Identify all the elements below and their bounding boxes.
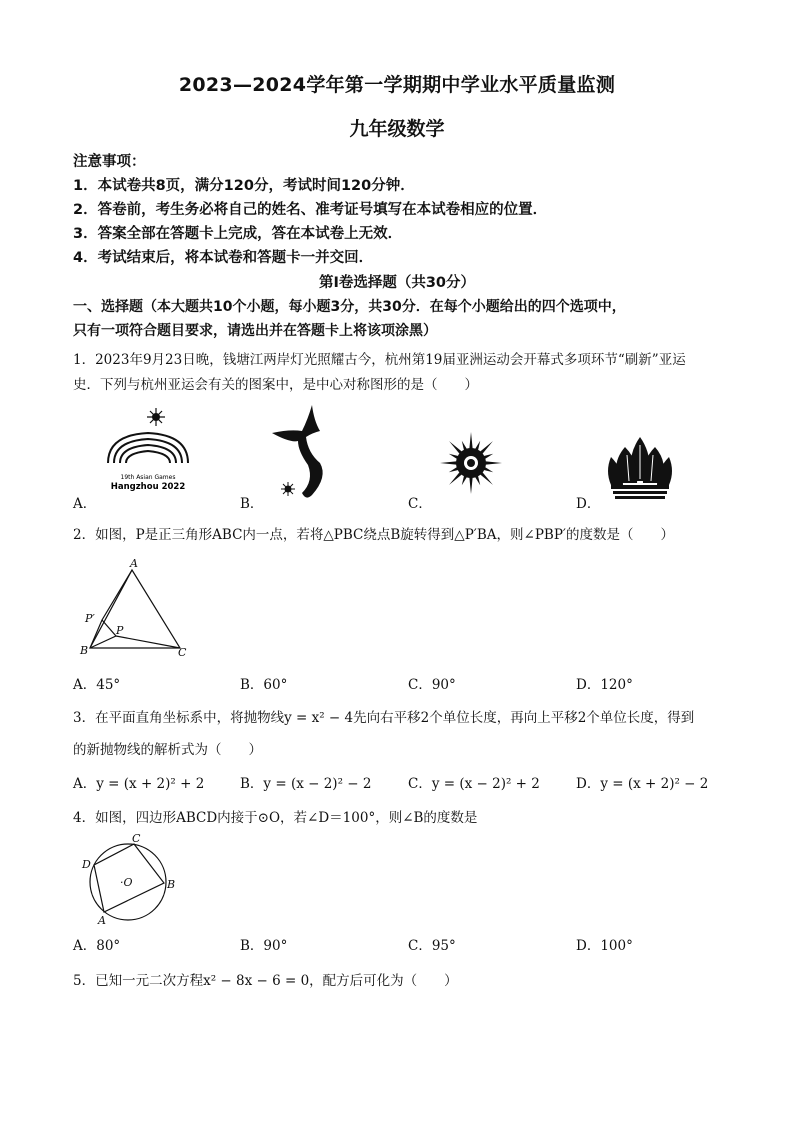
center-label-o: ·O — [120, 876, 133, 889]
logo-caption-line1: 19th Asian Games — [120, 474, 176, 481]
question-1-option-b[interactable]: B． — [240, 496, 264, 512]
question-3-option-b[interactable]: B．y = (x − 2)² − 2 — [240, 776, 372, 792]
question-1-text: 史．下列与杭州亚运会有关的图案中，是中心对称图形的是（ ） — [73, 377, 478, 393]
sun-ray — [485, 461, 502, 464]
question-2-text: 2．如图，P是正三角形ABC内一点，若将△PBC绕点B旋转得到△P′BA，则∠PBP′的度数是（ ） — [73, 527, 674, 543]
question-3-text: 3．在平面直角坐标系中，将抛物线y = x² − 4先向右平移2个单位长度，再向上平移2个单位长度，得到 — [73, 710, 695, 726]
question-1-text: 1．2023年9月23日晚，钱塘江两岸灯光照耀古今，杭州第19届亚洲运动会开幕式多项环节“刷新”亚运 — [73, 352, 686, 368]
vertex-label-d: D — [82, 858, 91, 871]
section-instruction: 一、选择题（本大题共10个小题，每小题3分，共30分．在每个小题给出的四个选项中， — [73, 299, 626, 315]
question-1-option-a[interactable]: A． — [73, 496, 97, 512]
sun-ray — [440, 461, 457, 464]
sun-ray — [469, 477, 472, 494]
question-4-option-a[interactable]: A．80° — [73, 938, 121, 954]
notice-item: 1．本试卷共8页，满分120分，考试时间120分钟． — [73, 178, 415, 194]
question-5-text: 5．已知一元二次方程x² − 8x − 6 = 0，配方后可化为（ ） — [73, 973, 458, 989]
inscribed-quadrilateral-diagram — [78, 832, 178, 928]
sun-ray — [469, 432, 472, 449]
part-heading: 第Ⅰ卷选择题（共30分） — [318, 275, 476, 291]
point-label-p-prime: P′ — [85, 612, 95, 625]
question-1-option-c[interactable]: C． — [408, 496, 432, 512]
question-2-option-d[interactable]: D．120° — [576, 677, 633, 693]
vertex-label-a: A — [130, 558, 138, 570]
notice-item: 3．答案全部在答题卡上完成，答在本试卷上无效． — [73, 226, 403, 242]
vertex-label-c: C — [178, 646, 187, 658]
fish-tail-figure — [268, 403, 338, 503]
question-3-option-c[interactable]: C．y = (x − 2)² + 2 — [408, 776, 540, 792]
question-3-text: 的新抛物线的解析式为（ ） — [73, 742, 262, 758]
question-3-option-a[interactable]: A．y = (x + 2)² + 2 — [73, 776, 205, 792]
question-2-option-c[interactable]: C．90° — [408, 677, 456, 693]
vertex-label-a: A — [98, 914, 106, 927]
notice-heading: 注意事项： — [73, 154, 146, 170]
sun-symbol-figure — [438, 430, 504, 496]
vertex-label-c: C — [132, 832, 141, 845]
exam-title: 2023—2024学年第一学期期中学业水平质量监测 — [178, 74, 616, 96]
triangle-rotation-diagram — [74, 558, 194, 658]
notice-item: 2．答卷前，考生务必将自己的姓名、准考证号填写在本试卷相应的位置． — [73, 202, 548, 218]
asian-games-logo-figure — [100, 405, 200, 505]
lotus-figure — [605, 435, 675, 505]
question-1-option-d[interactable]: D． — [576, 496, 601, 512]
notice-item: 4．考试结束后，将本试卷和答题卡一并交回． — [73, 250, 374, 266]
question-4-text: 4．如图，四边形ABCD内接于⊙O，若∠D＝100°，则∠B的度数是 — [73, 810, 478, 826]
vertex-label-b: B — [167, 878, 176, 891]
vertex-label-b: B — [80, 644, 89, 657]
section-instruction: 只有一项符合题目要求，请选出并在答题卡上将该项涂黑） — [73, 323, 437, 339]
logo-caption-line2: Hangzhou 2022 — [110, 482, 186, 492]
question-4-option-c[interactable]: C．95° — [408, 938, 456, 954]
question-2-option-a[interactable]: A．45° — [73, 677, 121, 693]
question-3-option-d[interactable]: D．y = (x + 2)² − 2 — [576, 776, 709, 792]
question-4-option-d[interactable]: D．100° — [576, 938, 633, 954]
question-4-option-b[interactable]: B．90° — [240, 938, 288, 954]
point-label-p: P — [116, 624, 124, 637]
exam-subtitle: 九年级数学 — [349, 118, 445, 140]
question-2-option-b[interactable]: B．60° — [240, 677, 288, 693]
